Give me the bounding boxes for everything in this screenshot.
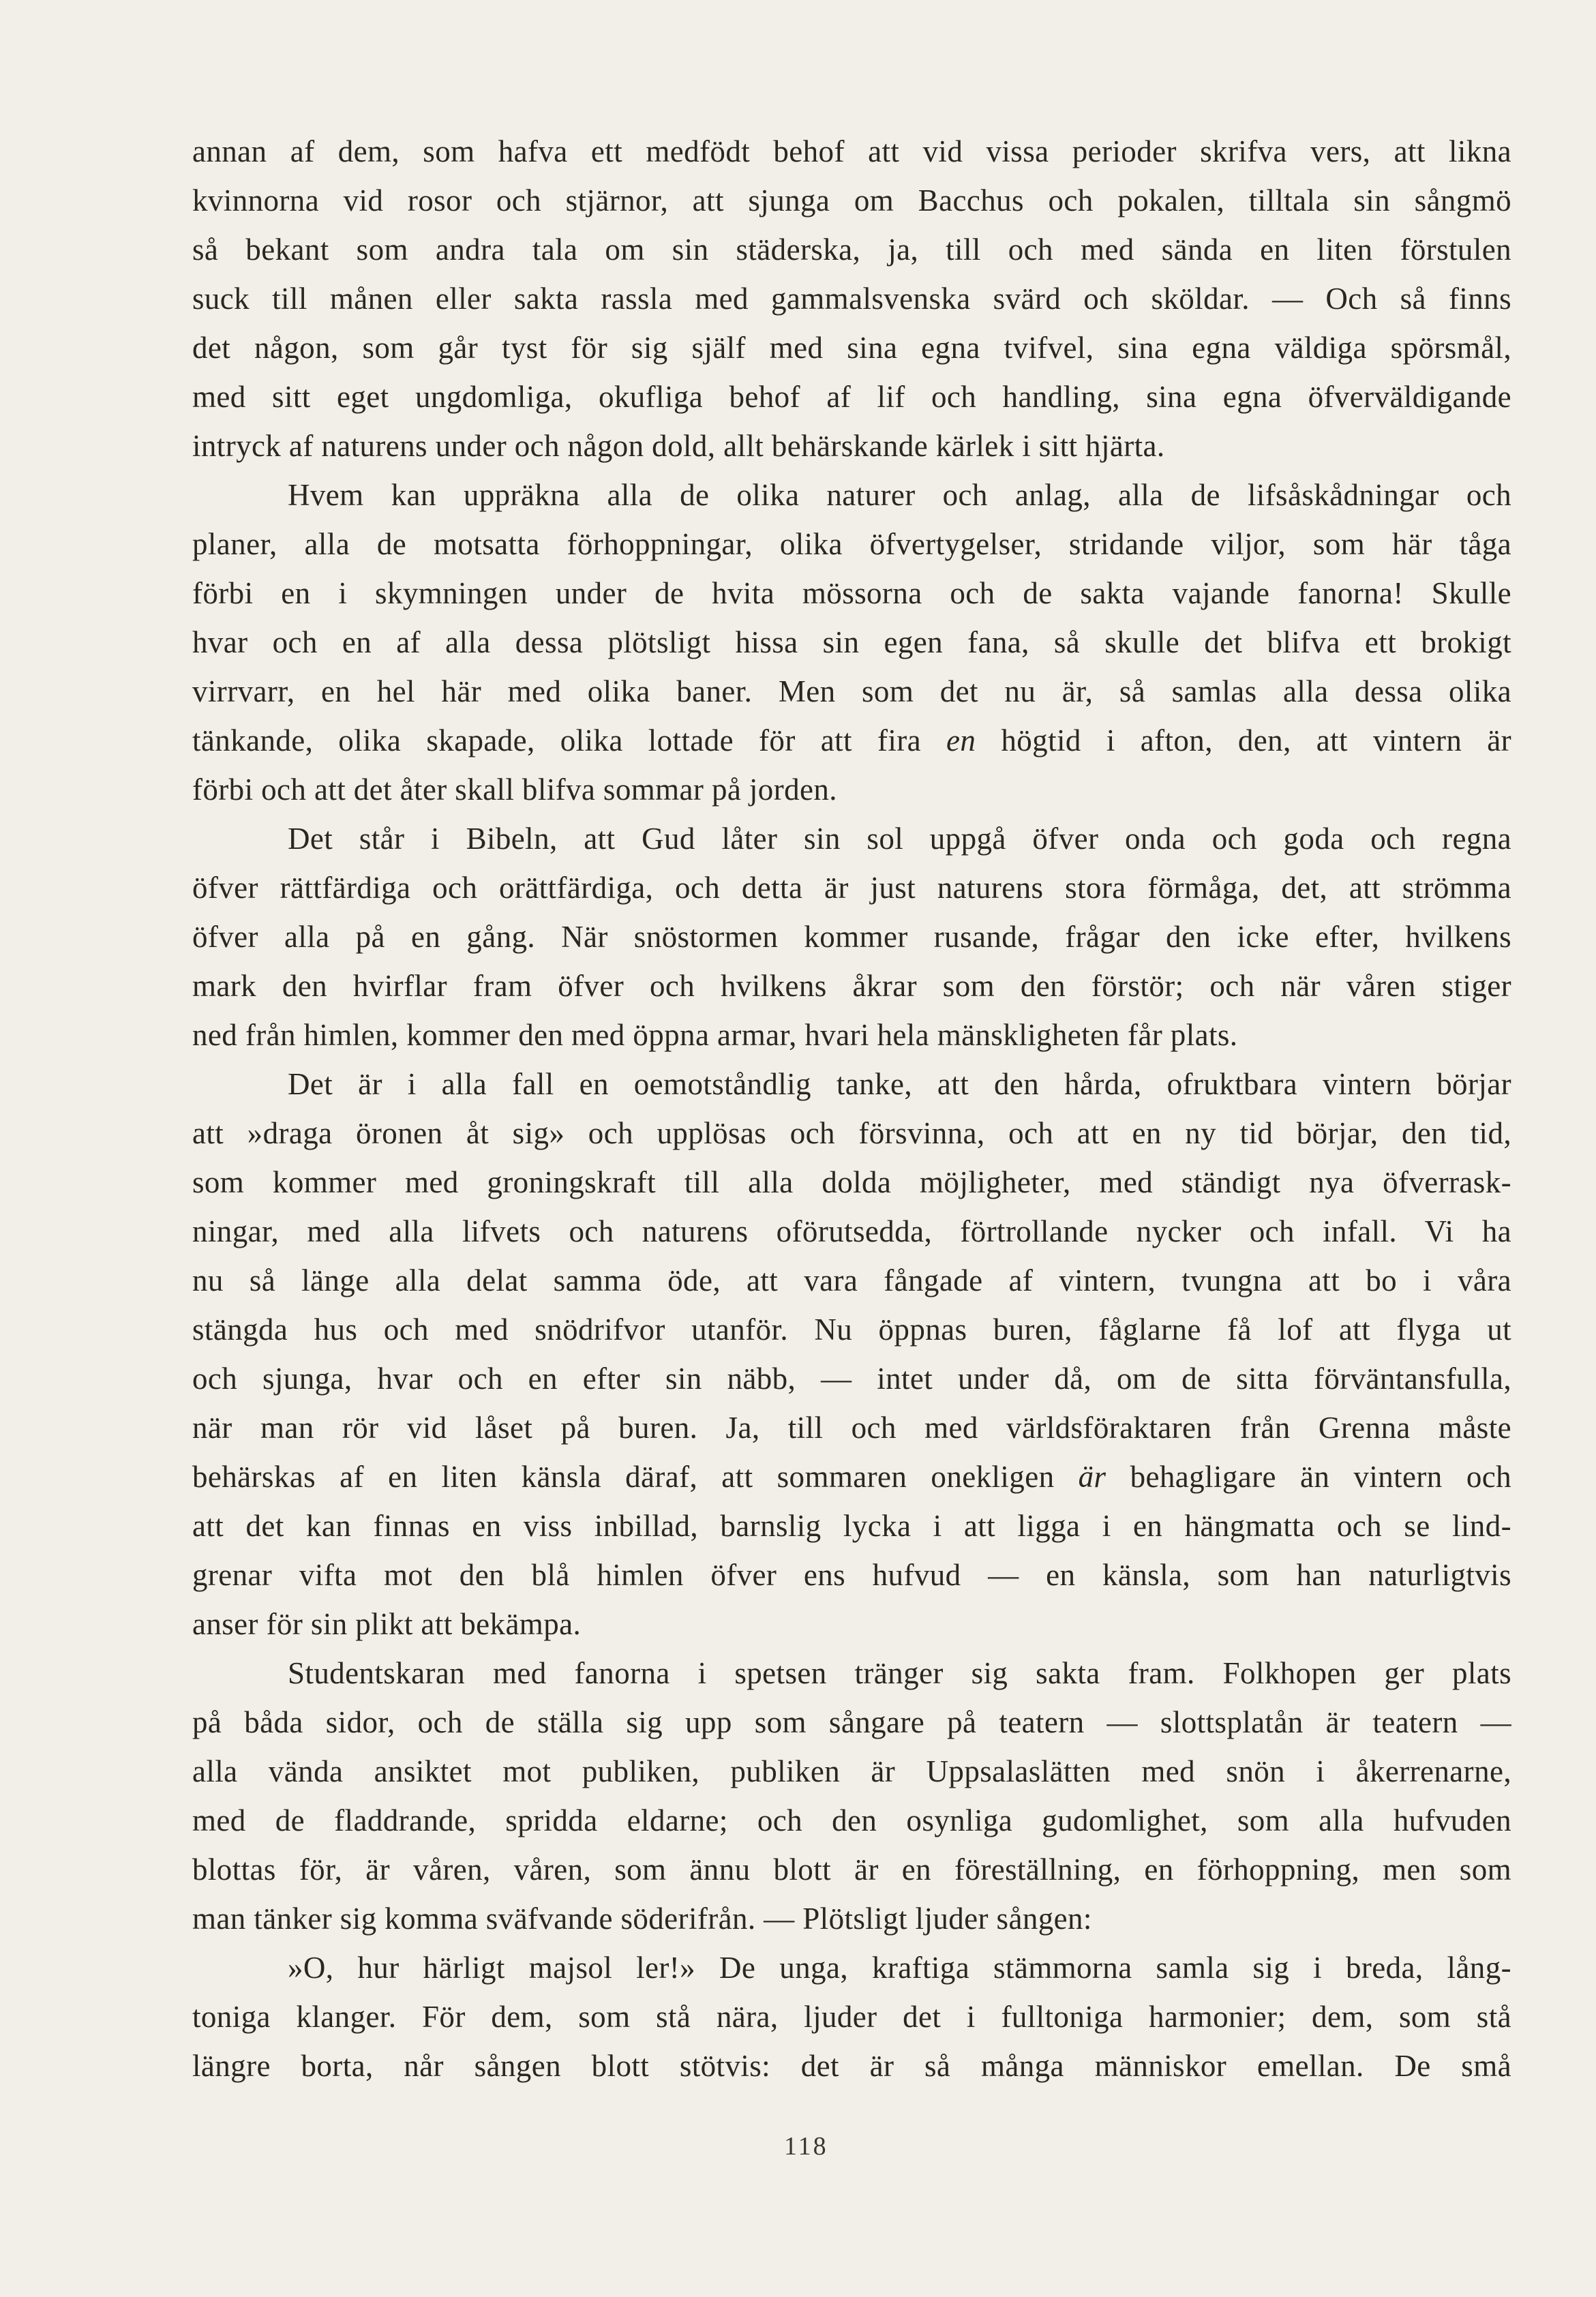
text-line: på båda sidor, och de ställa sig upp som sångare på teatern — slottsplatån är teatern —: [192, 1705, 1511, 1739]
text-line: alla vända ansiktet mot publiken, publiken är Uppsalaslätten med snön i åkerrenarne,: [192, 1754, 1511, 1788]
emphasized-word: är: [1078, 1460, 1106, 1494]
text-segment: tänkande, olika skapade, olika lottade för att fira: [192, 723, 921, 757]
text-segment: högtid i afton, den, att vintern är: [1001, 723, 1512, 757]
text-line: längre borta, når sången blott stötvis: det är så många människor emellan. De små: [192, 2049, 1511, 2083]
text-line: nu så länge alla delat samma öde, att vara fångade af vintern, tvungna att bo i våra: [192, 1263, 1511, 1297]
text-line: mark den hvirflar fram öfver och hvilkens åkrar som den förstör; och när våren stiger: [192, 969, 1511, 1003]
paragraph-start-line: Studentskaran med fanorna i spetsen tränger sig sakta fram. Folkhopen ger plats: [288, 1656, 1511, 1690]
text-line: förbi en i skymningen under de hvita mössorna och de sakta vajande fanorna! Skulle: [192, 576, 1511, 610]
text-line: blottas för, är våren, våren, som ännu blott är en föreställning, en förhoppning, men som: [192, 1852, 1511, 1887]
page-number: 118: [784, 2132, 828, 2161]
text-segment: behagligare än vintern och: [1130, 1460, 1511, 1494]
text-line: toniga klanger. För dem, som stå nära, ljuder det i fulltoniga harmonier; dem, som stå: [192, 2000, 1511, 2034]
text-line-with-emphasis: [192, 1452, 1511, 1501]
paragraph-end-line: ned från himlen, kommer den med öppna armar, hvari hela mänskligheten får plats.: [192, 1018, 1238, 1052]
text-line: kvinnorna vid rosor och stjärnor, att sjunga om Bacchus och pokalen, tilltala sin sångmö: [192, 183, 1511, 217]
paragraph-start-line: Hvem kan uppräkna alla de olika naturer och anlag, alla de lifsåskådningar och: [288, 478, 1511, 512]
paragraph-start-line: Det är i alla fall en oemotståndlig tanke, att den hårda, ofruktbara vintern börjar: [288, 1067, 1511, 1101]
text-line: öfver alla på en gång. När snöstormen kommer rusande, frågar den icke efter, hvilkens: [192, 920, 1511, 954]
paragraph-end-line: förbi och att det åter skall blifva sommar på jorden.: [192, 772, 837, 807]
emphasized-word: en: [946, 723, 976, 757]
text-line: det någon, som går tyst för sig själf med sina egna tvifvel, sina egna väldiga spörsmål,: [192, 331, 1511, 365]
text-line: som kommer med groningskraft till alla dolda möjligheter, med ständigt nya öfverrask-: [192, 1165, 1511, 1199]
paragraph-end-line: man tänker sig komma sväfvande söderifrån. — Plötsligt ljuder sången:: [192, 1902, 1092, 1936]
text-line: stängda hus och med snödrifvor utanför. Nu öppnas buren, fåglarne få lof att flyga ut: [192, 1312, 1511, 1347]
text-line: planer, alla de motsatta förhoppningar, olika öfvertygelser, stridande viljor, som här tåga: [192, 527, 1511, 561]
text-line: suck till månen eller sakta rassla med gammalsvenska svärd och sköldar. — Och så finns: [192, 282, 1511, 316]
text-line: virrvarr, en hel här med olika baner. Men som det nu är, så samlas alla dessa olika: [192, 674, 1511, 708]
paragraph-start-line: Det står i Bibeln, att Gud låter sin sol uppgå öfver onda och goda och regna: [288, 822, 1511, 856]
text-segment: behärskas af en liten känsla däraf, att sommaren onekligen: [192, 1460, 1055, 1494]
text-line: när man rör vid låset på buren. Ja, till och med världsföraktaren från Grenna måste: [192, 1411, 1511, 1445]
text-line: annan af dem, som hafva ett medfödt behof att vid vissa perioder skrifva vers, att likna: [192, 134, 1511, 168]
text-line: och sjunga, hvar och en efter sin näbb, — intet under då, om de sitta förväntansfulla,: [192, 1362, 1511, 1396]
text-line: att »draga öronen åt sig» och upplösas och försvinna, och att en ny tid börjar, den tid,: [192, 1116, 1511, 1150]
text-line: grenar vifta mot den blå himlen öfver ens hufvud — en känsla, som han naturligtvis: [192, 1558, 1511, 1592]
paragraph-end-line: intryck af naturens under och någon dold, allt behärskande kärlek i sitt hjärta.: [192, 429, 1165, 463]
text-line: med sitt eget ungdomliga, okufliga behof af lif och handling, sina egna öfverväldigande: [192, 380, 1511, 414]
text-line: så bekant som andra tala om sin städerska, ja, till och med sända en liten förstulen: [192, 232, 1511, 267]
paragraph-start-line: »O, hur härligt majsol ler!» De unga, kraftiga stämmorna samla sig i breda, lång-: [288, 1951, 1511, 1985]
text-line: att det kan finnas en viss inbillad, barnslig lycka i att ligga i en hängmatta och se lind-: [192, 1509, 1511, 1543]
text-line: öfver rättfärdiga och orättfärdiga, och detta är just naturens stora förmåga, det, att strömma: [192, 871, 1511, 905]
paragraph-end-line: anser för sin plikt att bekämpa.: [192, 1607, 582, 1641]
text-line: hvar och en af alla dessa plötsligt hissa sin egen fana, så skulle det blifva ett brokigt: [192, 625, 1511, 659]
text-line: ningar, med alla lifvets och naturens oförutsedda, förtrollande nycker och infall. Vi ha: [192, 1214, 1511, 1248]
text-line: med de fladdrande, spridda eldarne; och den osynliga gudomlighet, som alla hufvuden: [192, 1803, 1511, 1837]
body-text: [192, 127, 1511, 2090]
text-line-with-emphasis: [192, 716, 1511, 765]
